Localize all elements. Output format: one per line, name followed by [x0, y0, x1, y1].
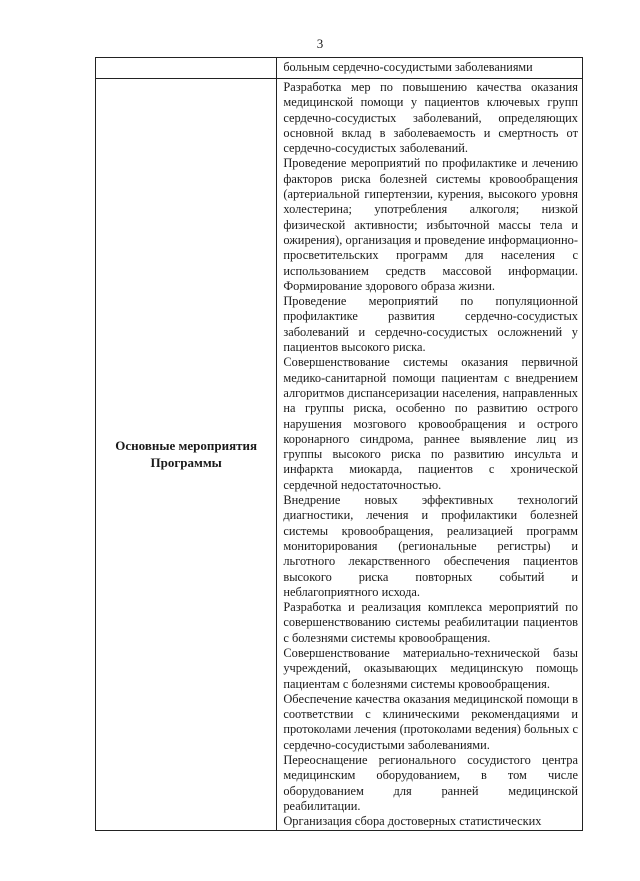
activity-paragraph: Проведение мероприятий по профилактике и лечению факторов риска болезней системы кровообращения (артериальной гипертензии, курения, высокого уровня холестерина; употребления алкоголя; низкой физической активности; избыточной массы тела и ожирения), организация и проведение информационно-просветительских программ для населения с использованием средств массовой информации. Формирование здорового образа жизни.	[283, 156, 578, 293]
activity-paragraph: Обеспечение качества оказания медицинской помощи в соответствии с клиническими рекомендациями и протоколами лечения (протоколами ведения) больных с сердечно-сосудистыми заболеваниями.	[283, 691, 578, 752]
activities-content-cell	[277, 79, 583, 831]
table-row-continuation	[96, 58, 583, 79]
activity-paragraph: Переоснащение регионального сосудистого центра медицинским оборудованием, в том числе оборудованием для ранней медицинской реабилитации.	[283, 753, 578, 813]
section-label-line1: Основные мероприятия	[115, 438, 258, 454]
continuation-right-cell: больным сердечно-сосудистыми заболеваниями	[277, 58, 583, 79]
activity-paragraph: Проведение мероприятий по популяционной профилактике развития сердечно-сосудистых заболеваний и сердечно-сосудистых осложнений у пациентов высокого риска.	[283, 294, 578, 355]
activity-paragraph: Разработка мер по повышению качества оказания медицинской помощи у пациентов ключевых групп сердечно-сосудистых заболеваний, определяющих основной вклад в заболеваемость и смертность от сердечно-сосудистых заболеваний.	[283, 80, 578, 156]
continuation-left-cell	[96, 58, 277, 79]
page-number: 3	[316, 36, 324, 51]
table-row-main-activities	[96, 79, 583, 831]
section-label-line2: Программы	[150, 455, 222, 471]
section-label-cell	[96, 79, 277, 831]
activity-paragraph: Совершенствование материально-технической базы учреждений, оказывающих медицинскую помощь пациентам с болезнями системы кровообращения.	[283, 645, 578, 691]
activity-paragraph: Организация сбора достоверных статистических	[283, 814, 542, 829]
activity-paragraph: Совершенствование системы оказания первичной медико-санитарной помощи пациентам с внедрением алгоритмов диспансеризации населения, направленных на группы риска, особенно по развитию острого нарушения мозгового кровообращения и острого коронарного синдрома, раннее выявление лиц из группы высокого риска по развитию инсульта и инфаркта миокарда, пациентов с хронической сердечной недостаточностью.	[283, 355, 578, 492]
program-table	[95, 57, 583, 831]
activity-paragraph: Внедрение новых эффективных технологий диагностики, лечения и профилактики болезней системы кровообращения, реализацией программ мониторирования (региональные регистры) и льготного лекарственного обеспечения пациентов высокого риска повторных событий и неблагоприятного исхода.	[283, 493, 578, 599]
activity-paragraph: Разработка и реализация комплекса мероприятий по совершенствованию системы реабилитации пациентов с болезнями системы кровообращения.	[283, 600, 578, 645]
